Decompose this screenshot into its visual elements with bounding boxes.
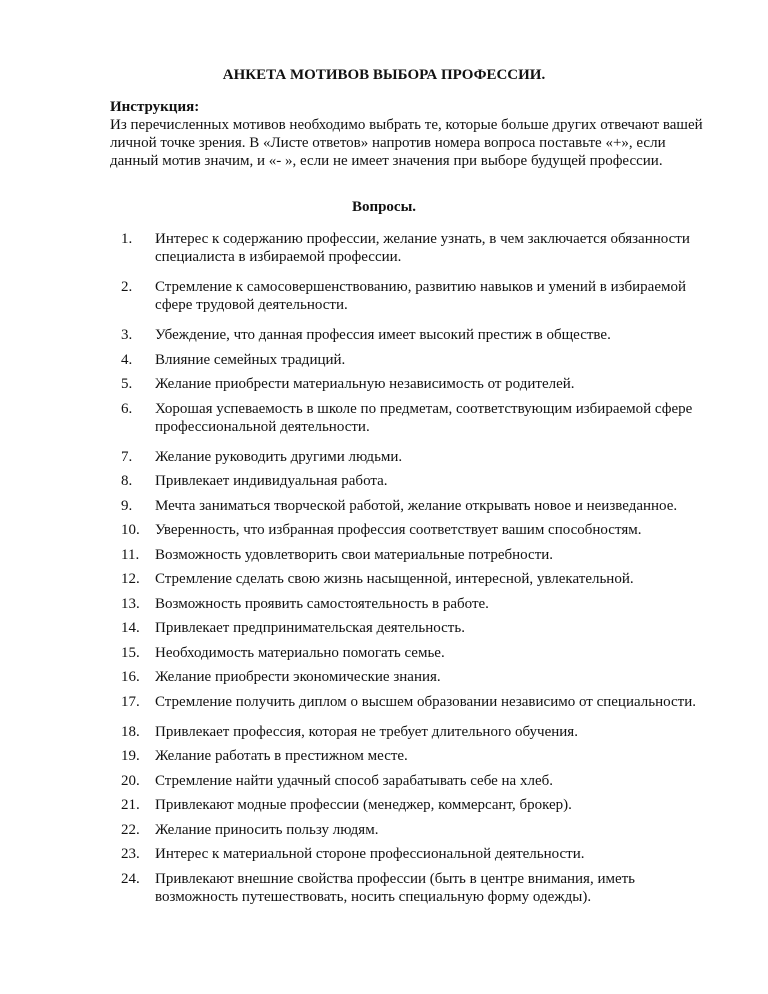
- question-item: [0, 326, 715, 344]
- question-number: 19.: [121, 748, 140, 764]
- question-text: Привлекает индивидуальная работа.: [155, 473, 388, 489]
- question-text: Желание приобрести материальную независимость от родителей.: [155, 376, 575, 392]
- question-text: Привлекают внешние свойства профессии (быть в центре внимания, иметь возможность путешествовать, носить специальную форму одежды).: [155, 870, 636, 905]
- instruction-heading: Инструкция:: [110, 99, 200, 115]
- question-text: Возможность удовлетворить свои материальные потребности.: [155, 546, 554, 563]
- question-text: Желание приносить пользу людям.: [155, 821, 379, 838]
- question-item: [0, 796, 715, 814]
- question-text: Привлекают модные профессии (менеджер, коммерсант, брокер).: [155, 797, 572, 813]
- instruction-text: Из перечисленных мотивов необходимо выбрать те, которые больше других отвечают вашей личной точке зрения. В «Листе ответов» напротив номера вопроса поставьте «+», если данный мотив значим, и «- », если не имеет значения при выборе будущей профессии.: [110, 117, 703, 169]
- question-text: Мечта заниматься творческой работой, желание открывать новое и неизведанное.: [155, 497, 678, 514]
- question-text: Возможность проявить самостоятельность в работе.: [155, 595, 489, 612]
- question-item: [0, 821, 715, 839]
- question-number: 23.: [121, 846, 140, 862]
- question-text: Желание руководить другими людьми.: [155, 448, 403, 465]
- question-text: Хорошая успеваемость в школе по предметам, соответствующим избираемой сфере профессиональной деятельности.: [155, 400, 693, 435]
- question-item: [0, 772, 715, 790]
- question-number: 9.: [121, 497, 133, 514]
- question-number: 20.: [121, 772, 140, 789]
- question-item: [0, 278, 715, 314]
- question-item: [0, 619, 715, 637]
- question-number: 2.: [121, 279, 133, 295]
- question-number: 4.: [121, 351, 133, 368]
- question-number: 14.: [121, 620, 140, 636]
- question-text: Желание приобрести экономические знания.: [155, 669, 441, 685]
- question-item: [0, 747, 715, 765]
- question-item: [0, 644, 715, 662]
- question-number: 6.: [121, 400, 133, 417]
- question-number: 12.: [121, 571, 140, 587]
- question-number: 22.: [121, 821, 140, 838]
- question-text: Стремление получить диплом о высшем образовании независимо от специальности.: [155, 693, 696, 710]
- document-title: АНКЕТА МОТИВОВ ВЫБОРА ПРОФЕССИИ.: [222, 67, 546, 83]
- question-item: [0, 595, 715, 613]
- question-number: 11.: [121, 546, 140, 563]
- question-item: [0, 472, 715, 490]
- question-text: Интерес к содержанию профессии, желание узнать, в чем заключается обязанности специалиста в избираемой профессии.: [155, 231, 690, 265]
- question-item: [0, 723, 715, 741]
- question-text: Необходимость материально помогать семье.: [155, 644, 445, 661]
- question-number: 7.: [121, 448, 133, 465]
- question-number: 17.: [121, 693, 140, 710]
- question-item: [0, 693, 715, 711]
- question-number: 10.: [121, 522, 140, 538]
- question-item: [0, 375, 715, 393]
- question-text: Влияние семейных традиций.: [155, 351, 346, 368]
- question-number: 8.: [121, 473, 133, 489]
- question-item: [0, 546, 715, 564]
- question-number: 24.: [121, 870, 140, 887]
- question-text: Стремление сделать свою жизнь насыщенной, интересной, увлекательной.: [155, 571, 634, 587]
- question-number: 21.: [121, 797, 140, 813]
- question-number: 13.: [121, 595, 140, 612]
- question-number: 16.: [121, 669, 140, 685]
- question-item: [0, 870, 715, 906]
- question-text: Желание работать в престижном месте.: [155, 748, 408, 764]
- question-item: [0, 497, 715, 515]
- question-text: Уверенность, что избранная профессия соответствует вашим способностям.: [155, 522, 642, 538]
- question-item: [0, 521, 715, 539]
- question-text: Привлекает предпринимательская деятельность.: [155, 620, 465, 636]
- question-item: [0, 351, 715, 369]
- question-number: 1.: [121, 231, 133, 247]
- questions-heading: Вопросы.: [351, 199, 417, 215]
- instruction-block: [110, 98, 710, 170]
- question-text: Стремление найти удачный способ зарабатывать себе на хлеб.: [155, 772, 553, 789]
- question-number: 18.: [121, 723, 140, 740]
- question-item: [0, 570, 715, 588]
- question-number: 15.: [121, 644, 140, 661]
- question-item: [0, 845, 715, 863]
- question-item: [0, 668, 715, 686]
- question-item: [0, 400, 715, 436]
- question-number: 3.: [121, 327, 133, 343]
- question-text: Интерес к материальной стороне профессиональной деятельности.: [155, 846, 585, 862]
- question-text: Стремление к самосовершенствованию, развитию навыков и умений в избираемой сфере трудовой деятельности.: [155, 279, 687, 313]
- question-item: [0, 230, 715, 266]
- question-number: 5.: [121, 376, 133, 392]
- question-text: Убеждение, что данная профессия имеет высокий престиж в обществе.: [155, 327, 611, 343]
- questions-list: [0, 230, 768, 912]
- question-item: [0, 448, 715, 466]
- question-text: Привлекает профессия, которая не требует длительного обучения.: [155, 723, 578, 740]
